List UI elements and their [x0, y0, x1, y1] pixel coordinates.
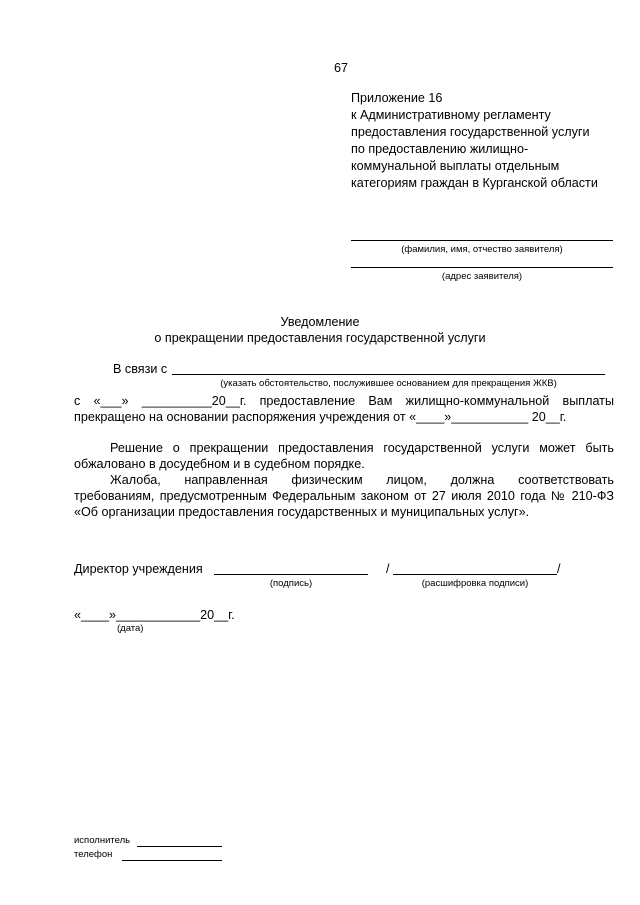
- slash-open: /: [386, 562, 390, 576]
- applicant-name-field[interactable]: [351, 240, 613, 241]
- appeal-text: обжаловано в досудебном и в судебном порядке.: [74, 457, 365, 471]
- appeal-text: Решение о прекращении предоставления государственной услуги может быть: [110, 441, 614, 455]
- appendix-line: Приложение 16: [351, 91, 443, 105]
- appendix-line: предоставления государственной услуги: [351, 125, 590, 139]
- document-title: Уведомление: [280, 315, 360, 329]
- complaint-text: требованиям, предусмотренным Федеральным законом от 27 июля 2010 года № 210-ФЗ: [74, 489, 614, 503]
- slash-close: /: [557, 562, 561, 576]
- complaint-text: Жалоба, направленная физическим лицом, должна соответствовать: [110, 473, 614, 487]
- document-subtitle: о прекращении предоставления государственной услуги: [154, 331, 486, 345]
- appendix-line: категориям граждан в Курганской области: [351, 176, 598, 190]
- date-caption: (дата): [117, 623, 144, 634]
- director-label: Директор учреждения: [74, 562, 203, 576]
- decoding-caption: (расшифровка подписи): [421, 578, 529, 589]
- circumstance-field[interactable]: [172, 374, 605, 375]
- applicant-address-caption: (адрес заявителя): [441, 271, 523, 282]
- signature-field[interactable]: [214, 574, 368, 575]
- executor-label: исполнитель: [74, 835, 131, 846]
- termination-date-line: с «___» __________20__г. предоставление Вам жилищно-коммунальной выплаты: [74, 394, 614, 408]
- order-line: прекращено на основании распоряжения учреждения от «____»___________ 20__г.: [74, 410, 567, 424]
- executor-field[interactable]: [137, 846, 222, 847]
- complaint-text: «Об организации предоставления государственных и муниципальных услуг».: [74, 505, 530, 519]
- appendix-line: к Административному регламенту: [351, 108, 551, 122]
- date-line: «____»____________20__г.: [74, 608, 235, 622]
- phone-label: телефон: [74, 849, 113, 860]
- phone-field[interactable]: [122, 860, 222, 861]
- circumstance-caption: (указать обстоятельство, послужившее основанием для прекращения ЖКВ): [220, 378, 557, 389]
- applicant-address-field[interactable]: [351, 267, 613, 268]
- appendix-line: по предоставлению жилищно-: [351, 142, 529, 156]
- in-connection-label: В связи с: [113, 362, 168, 376]
- signature-caption: (подпись): [269, 578, 313, 589]
- page-number: 67: [334, 61, 349, 75]
- signature-decoding-field[interactable]: [393, 574, 557, 575]
- appendix-line: коммунальной выплаты отдельным: [351, 159, 560, 173]
- applicant-name-caption: (фамилия, имя, отчество заявителя): [401, 244, 563, 255]
